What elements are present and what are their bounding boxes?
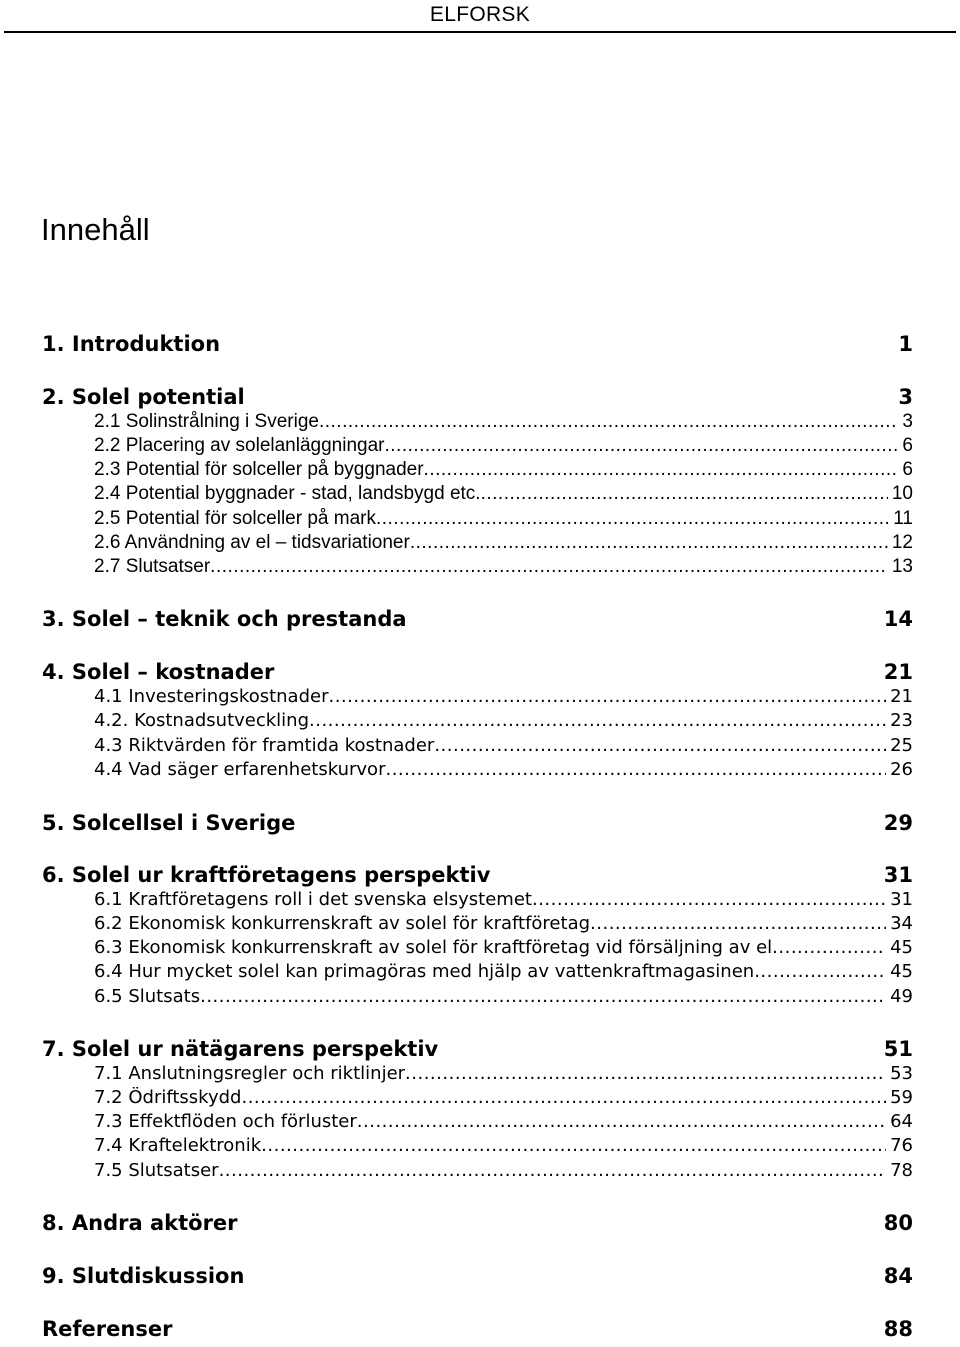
toc-section-title: 6.1 Kraftföretagens roll i det svenska elsystemet	[94, 889, 532, 910]
toc-section-page: 13	[891, 556, 913, 577]
toc-chapter[interactable]	[0, 332, 960, 362]
toc-chapter[interactable]	[0, 1211, 960, 1241]
toc-section-page: 26	[890, 759, 913, 780]
toc-section-title: 2.5 Potential för solceller på mark	[94, 508, 376, 529]
toc-section-page: 34	[890, 913, 913, 934]
toc-section-title: 6.5 Slutsats	[94, 986, 201, 1007]
toc-section[interactable]	[0, 735, 960, 759]
toc-leader-dots	[376, 508, 889, 530]
toc-section-title: 4.3 Riktvärden för framtida kostnader	[94, 735, 435, 756]
toc-section-page: 45	[890, 937, 913, 958]
toc-section-page: 23	[890, 710, 913, 731]
toc-section-page: 3	[902, 411, 913, 432]
toc-section[interactable]	[0, 961, 960, 985]
toc-chapter-title: 3. Solel – teknik och prestanda	[42, 607, 407, 631]
toc-section-title: 4.1 Investeringskostnader	[94, 686, 329, 707]
header-text: ELFORSK	[429, 3, 531, 26]
toc-chapter-page: 31	[883, 863, 913, 887]
toc-leader-dots	[481, 483, 888, 505]
toc-leader-dots	[772, 937, 886, 958]
toc-section[interactable]	[0, 889, 960, 913]
toc-leader-dots	[405, 1063, 886, 1084]
toc-chapter[interactable]	[0, 811, 960, 841]
toc-chapter-page: 14	[883, 607, 913, 631]
toc-section[interactable]	[0, 1087, 960, 1111]
toc-section-page: 11	[893, 508, 913, 529]
toc-section[interactable]	[0, 532, 960, 556]
toc-chapter-title: 8. Andra aktörer	[42, 1211, 238, 1235]
toc-section-page: 21	[890, 686, 913, 707]
toc-section-title: 2.6 Användning av el – tidsvariationer	[94, 532, 410, 553]
toc-section-title: 6.2 Ekonomisk konkurrenskraft av solel för kraftföretag	[94, 913, 591, 934]
toc-section-page: 12	[891, 532, 913, 553]
toc-leader-dots	[384, 435, 898, 457]
toc-chapter-title: 5. Solcellsel i Sverige	[42, 811, 296, 835]
toc-leader-dots	[241, 1087, 886, 1108]
toc-chapter-title: 7. Solel ur nätägarens perspektiv	[42, 1037, 439, 1061]
toc-section[interactable]	[0, 937, 960, 961]
toc-section-page: 31	[890, 889, 913, 910]
toc-section[interactable]	[0, 435, 960, 459]
toc-chapter-page: 80	[883, 1211, 913, 1235]
toc-section[interactable]	[0, 986, 960, 1010]
toc-section[interactable]	[0, 686, 960, 710]
toc-leader-dots	[590, 913, 886, 934]
toc-chapter-page: 88	[883, 1317, 913, 1341]
toc-section-title: 7.5 Slutsatser	[94, 1160, 219, 1181]
toc-section-page: 53	[890, 1063, 913, 1084]
toc-chapter-title: 2. Solel potential	[42, 385, 245, 409]
toc-leader-dots	[309, 710, 886, 731]
toc-section[interactable]	[0, 1160, 960, 1184]
toc-section[interactable]	[0, 556, 960, 580]
toc-section-title: 2.7 Slutsatser	[94, 556, 211, 577]
toc-chapter-title: 9. Slutdiskussion	[42, 1264, 245, 1288]
toc-chapter-page: 84	[883, 1264, 913, 1288]
toc-section[interactable]	[0, 710, 960, 734]
page-title: Innehåll	[41, 212, 150, 247]
toc-section-title: 7.1 Anslutningsregler och riktlinjer	[94, 1063, 406, 1084]
toc-section[interactable]	[0, 459, 960, 483]
toc-chapter-page: 3	[898, 385, 913, 409]
toc-chapter[interactable]	[0, 1264, 960, 1294]
toc-section-page: 76	[890, 1135, 913, 1156]
toc-chapter-title: Referenser	[42, 1317, 173, 1341]
toc-chapter-page: 21	[883, 660, 913, 684]
toc-section-title: 7.2 Ödriftsskydd	[94, 1087, 242, 1108]
toc-chapter[interactable]	[0, 1317, 960, 1347]
toc-chapter-title: 1. Introduktion	[42, 332, 221, 356]
toc-leader-dots	[424, 459, 899, 481]
toc-chapter-page: 51	[883, 1037, 913, 1061]
toc-section-page: 45	[890, 961, 913, 982]
toc-section[interactable]	[0, 759, 960, 783]
toc-chapter-title: 6. Solel ur kraftföretagens perspektiv	[42, 863, 491, 887]
toc-section-page: 78	[890, 1160, 913, 1181]
toc-section-page: 59	[890, 1087, 913, 1108]
toc-section[interactable]	[0, 483, 960, 507]
toc-section-page: 6	[902, 459, 913, 480]
toc-section-title: 7.4 Kraftelektronik	[94, 1135, 262, 1156]
toc-section-title: 2.4 Potential byggnader - stad, landsbygd etc.	[94, 483, 481, 504]
toc-leader-dots	[219, 1160, 887, 1181]
toc-leader-dots	[328, 686, 886, 707]
toc-leader-dots	[319, 411, 898, 433]
toc-chapter-page: 29	[883, 811, 913, 835]
toc-section-title: 4.2. Kostnadsutveckling	[94, 710, 310, 731]
toc-section-page: 64	[890, 1111, 913, 1132]
toc-leader-dots	[410, 532, 888, 554]
toc-section-title: 2.1 Solinstrålning i Sverige	[94, 411, 319, 432]
toc-section-page: 6	[902, 435, 913, 456]
toc-leader-dots	[200, 986, 886, 1007]
toc-leader-dots	[434, 735, 886, 756]
toc-leader-dots	[357, 1111, 886, 1132]
toc-section-title: 7.3 Effektflöden och förluster	[94, 1111, 357, 1132]
toc-leader-dots	[210, 556, 888, 578]
toc-chapter-title: 4. Solel – kostnader	[42, 660, 275, 684]
toc-section[interactable]	[0, 411, 960, 435]
toc-section[interactable]	[0, 913, 960, 937]
toc-leader-dots	[532, 889, 886, 910]
toc-section-page: 25	[890, 735, 913, 756]
toc-section[interactable]	[0, 1135, 960, 1159]
toc-section[interactable]	[0, 1111, 960, 1135]
toc-leader-dots	[261, 1135, 886, 1156]
toc-leader-dots	[754, 961, 886, 982]
toc-leader-dots	[385, 759, 886, 780]
toc-section[interactable]	[0, 1063, 960, 1087]
toc-section-page: 10	[891, 483, 913, 504]
toc-section-title: 6.3 Ekonomisk konkurrenskraft av solel för kraftföretag vid försäljning av el	[94, 937, 773, 958]
toc-chapter[interactable]	[0, 607, 960, 637]
toc-section-page: 49	[890, 986, 913, 1007]
toc-chapter-page: 1	[898, 332, 913, 356]
toc-section-title: 4.4 Vad säger erfarenhetskurvor	[94, 759, 386, 780]
toc-section[interactable]	[0, 508, 960, 532]
toc-section-title: 6.4 Hur mycket solel kan primagöras med hjälp av vattenkraftmagasinen	[94, 961, 755, 982]
toc-section-title: 2.3 Potential för solceller på byggnader	[94, 459, 424, 480]
toc-section-title: 2.2 Placering av solelanläggningar	[94, 435, 385, 456]
